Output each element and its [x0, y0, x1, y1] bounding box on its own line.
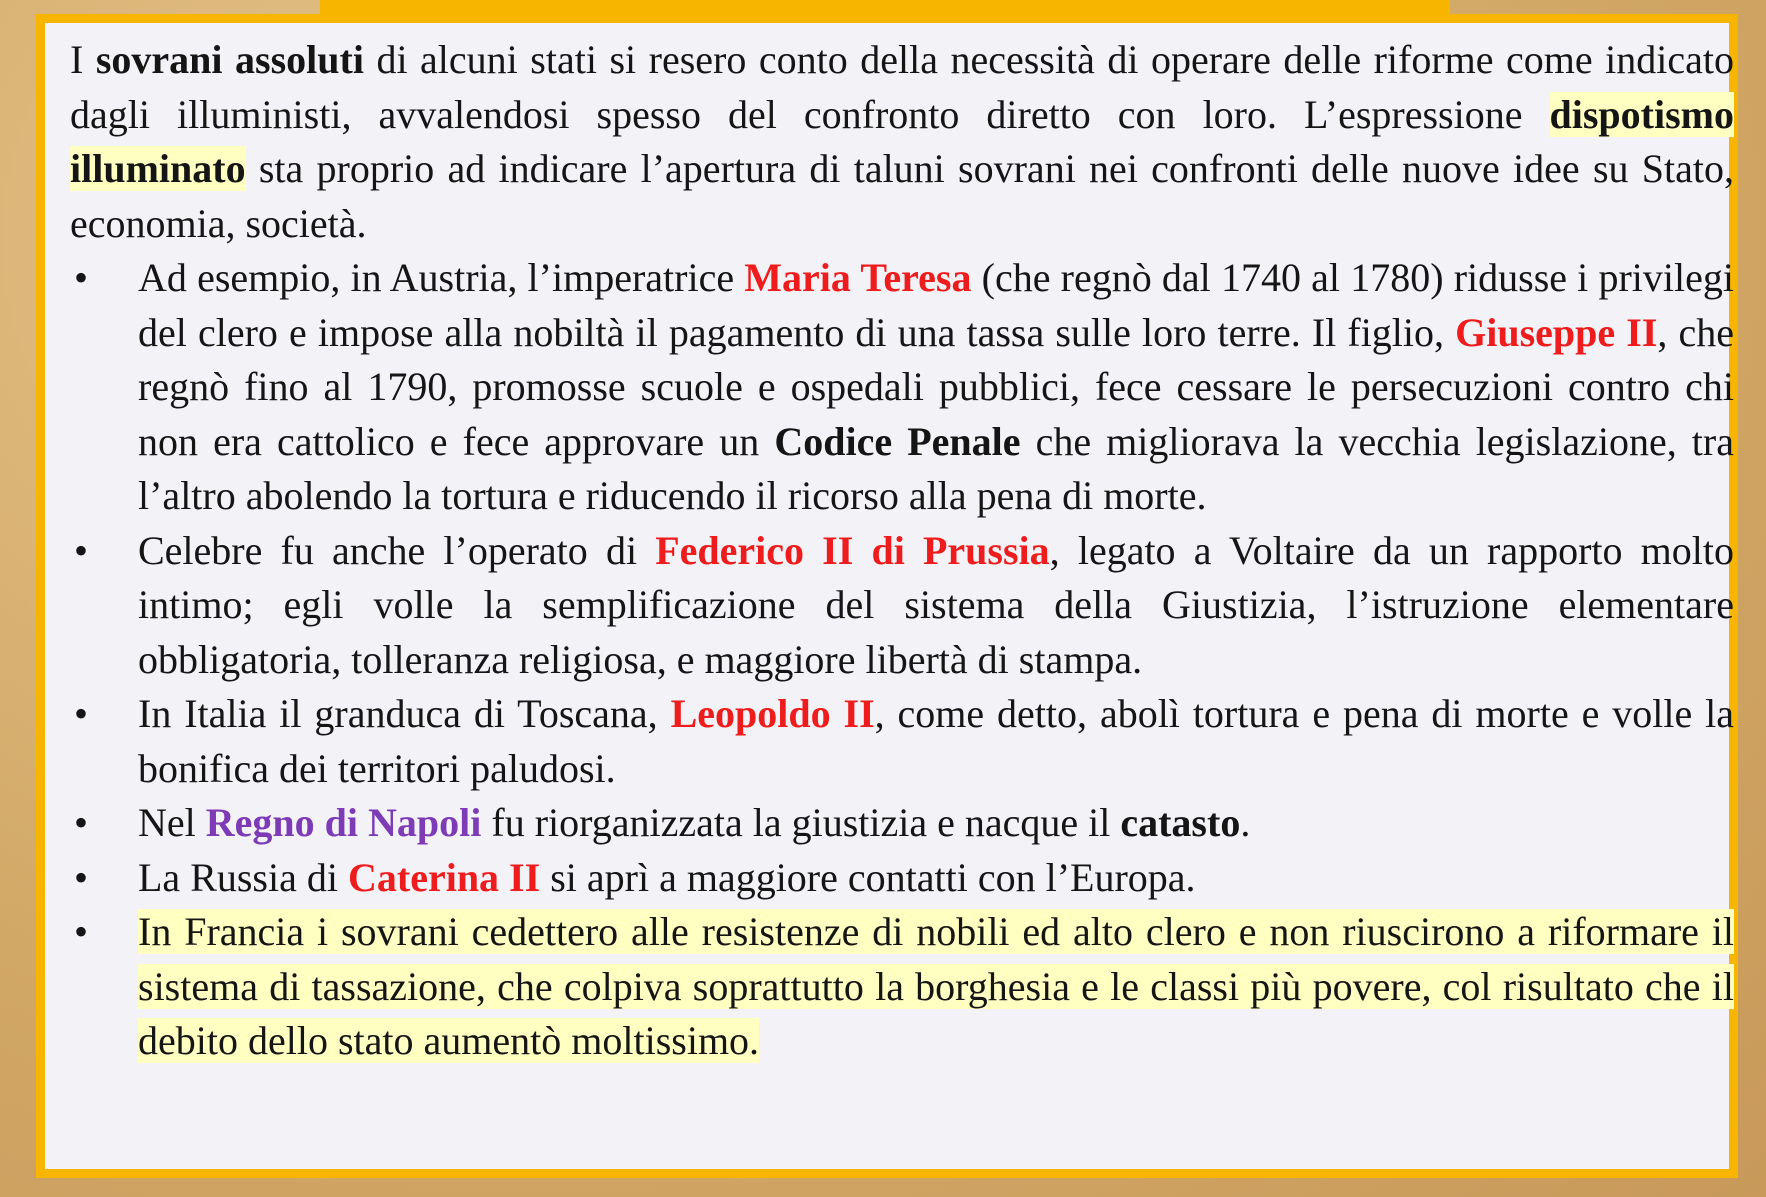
- intro-text-2: di alcuni stati si resero conto della necessità di operare delle riforme come indicato dagli illuministi, avvalendosi spesso del confronto diretto con loro. L’espressione: [70, 37, 1734, 137]
- bullet-text: fu riorganizzata la giustizia e nacque il: [481, 800, 1121, 845]
- slide-panel: [36, 14, 1738, 1178]
- bullet-text: In Italia il granduca di Toscana,: [138, 691, 671, 736]
- term-catasto: catasto: [1120, 800, 1241, 845]
- term-dispotismo-illuminato: dispotismo illuminato: [70, 91, 1734, 191]
- term-sovrani-assoluti: sovrani assoluti: [95, 37, 364, 82]
- bullet-austria: [70, 251, 1734, 524]
- name-regno-di-napoli: Regno di Napoli: [205, 800, 482, 845]
- bullet-text: (che regnò dal 1740 al 1780) ridusse i privilegi del clero e impose alla nobiltà il pagamento di una tassa sulle loro terre. Il figlio,: [138, 255, 1735, 355]
- bullet-text: Nel: [138, 800, 206, 845]
- bullet-napoli: [70, 796, 1734, 851]
- bullet-dot: •: [74, 527, 89, 573]
- intro-text-3: sta proprio ad indicare l’apertura di taluni sovrani nei confronti delle nuove idee su Stato, economia, società.: [70, 146, 1734, 246]
- bullet-francia: [70, 905, 1734, 1069]
- bullet-text: Celebre fu anche l’operato di: [138, 527, 656, 573]
- bullet-text: , che regnò fino al 1790, promosse scuole e ospedali pubblici, fece cessare le persecuzioni contro chi non era cattolico e fece approvare un: [138, 309, 1735, 464]
- bullet-prussia: [70, 524, 1734, 688]
- intro-paragraph: [70, 33, 1734, 251]
- slide-content: [70, 33, 1734, 1069]
- bullet-text: , legato a Voltaire da un rapporto molto intimo; egli volle la semplificazione del sistema della Giustizia, l’istruzione elementare obbligatoria, tolleranza religiosa, e maggiore libertà di stampa.: [138, 527, 1735, 682]
- bullet-text: che migliorava la vecchia legislazione, tra l’altro abolendo la tortura e riducendo il ricorso alla pena di morte.: [138, 418, 1734, 518]
- bullet-text: Ad esempio, in Austria, l’imperatrice: [138, 255, 745, 300]
- bullet-dot: •: [74, 255, 89, 300]
- name-giuseppe-ii: Giuseppe II: [1455, 309, 1658, 355]
- bullet-dot: •: [74, 854, 89, 900]
- bullet-list: [70, 251, 1734, 1069]
- term-codice-penale: Codice Penale: [774, 418, 1021, 464]
- name-federico-ii: Federico II di Prussia: [655, 527, 1050, 573]
- bullet-text: .: [1240, 800, 1251, 845]
- name-leopoldo-ii: Leopoldo II: [670, 691, 875, 736]
- bullet-toscana: [70, 687, 1734, 796]
- bullet-dot: •: [74, 800, 89, 845]
- name-caterina-ii: Caterina II: [347, 854, 541, 900]
- bullet-russia: [70, 851, 1734, 906]
- bullet-text: , come detto, abolì tortura e pena di morte e volle la bonifica dei territori paludosi.: [138, 691, 1735, 791]
- bullet-text: La Russia di: [138, 854, 348, 900]
- bullet-text: si aprì a maggiore contatti con l’Europa.: [540, 854, 1196, 900]
- bullet-dot: •: [74, 909, 89, 954]
- name-maria-teresa: Maria Teresa: [744, 255, 972, 300]
- intro-text-1: I: [70, 37, 96, 82]
- highlighted-bullet-text: In Francia i sovrani cedettero alle resistenze di nobili ed alto clero e non riuscirono a riformare il sistema di tassazione, che colpiva soprattutto la borghesia e le classi più povere, col risultato che il debito dello stato aumentò moltissimo.: [138, 909, 1734, 1063]
- bullet-dot: •: [74, 691, 89, 736]
